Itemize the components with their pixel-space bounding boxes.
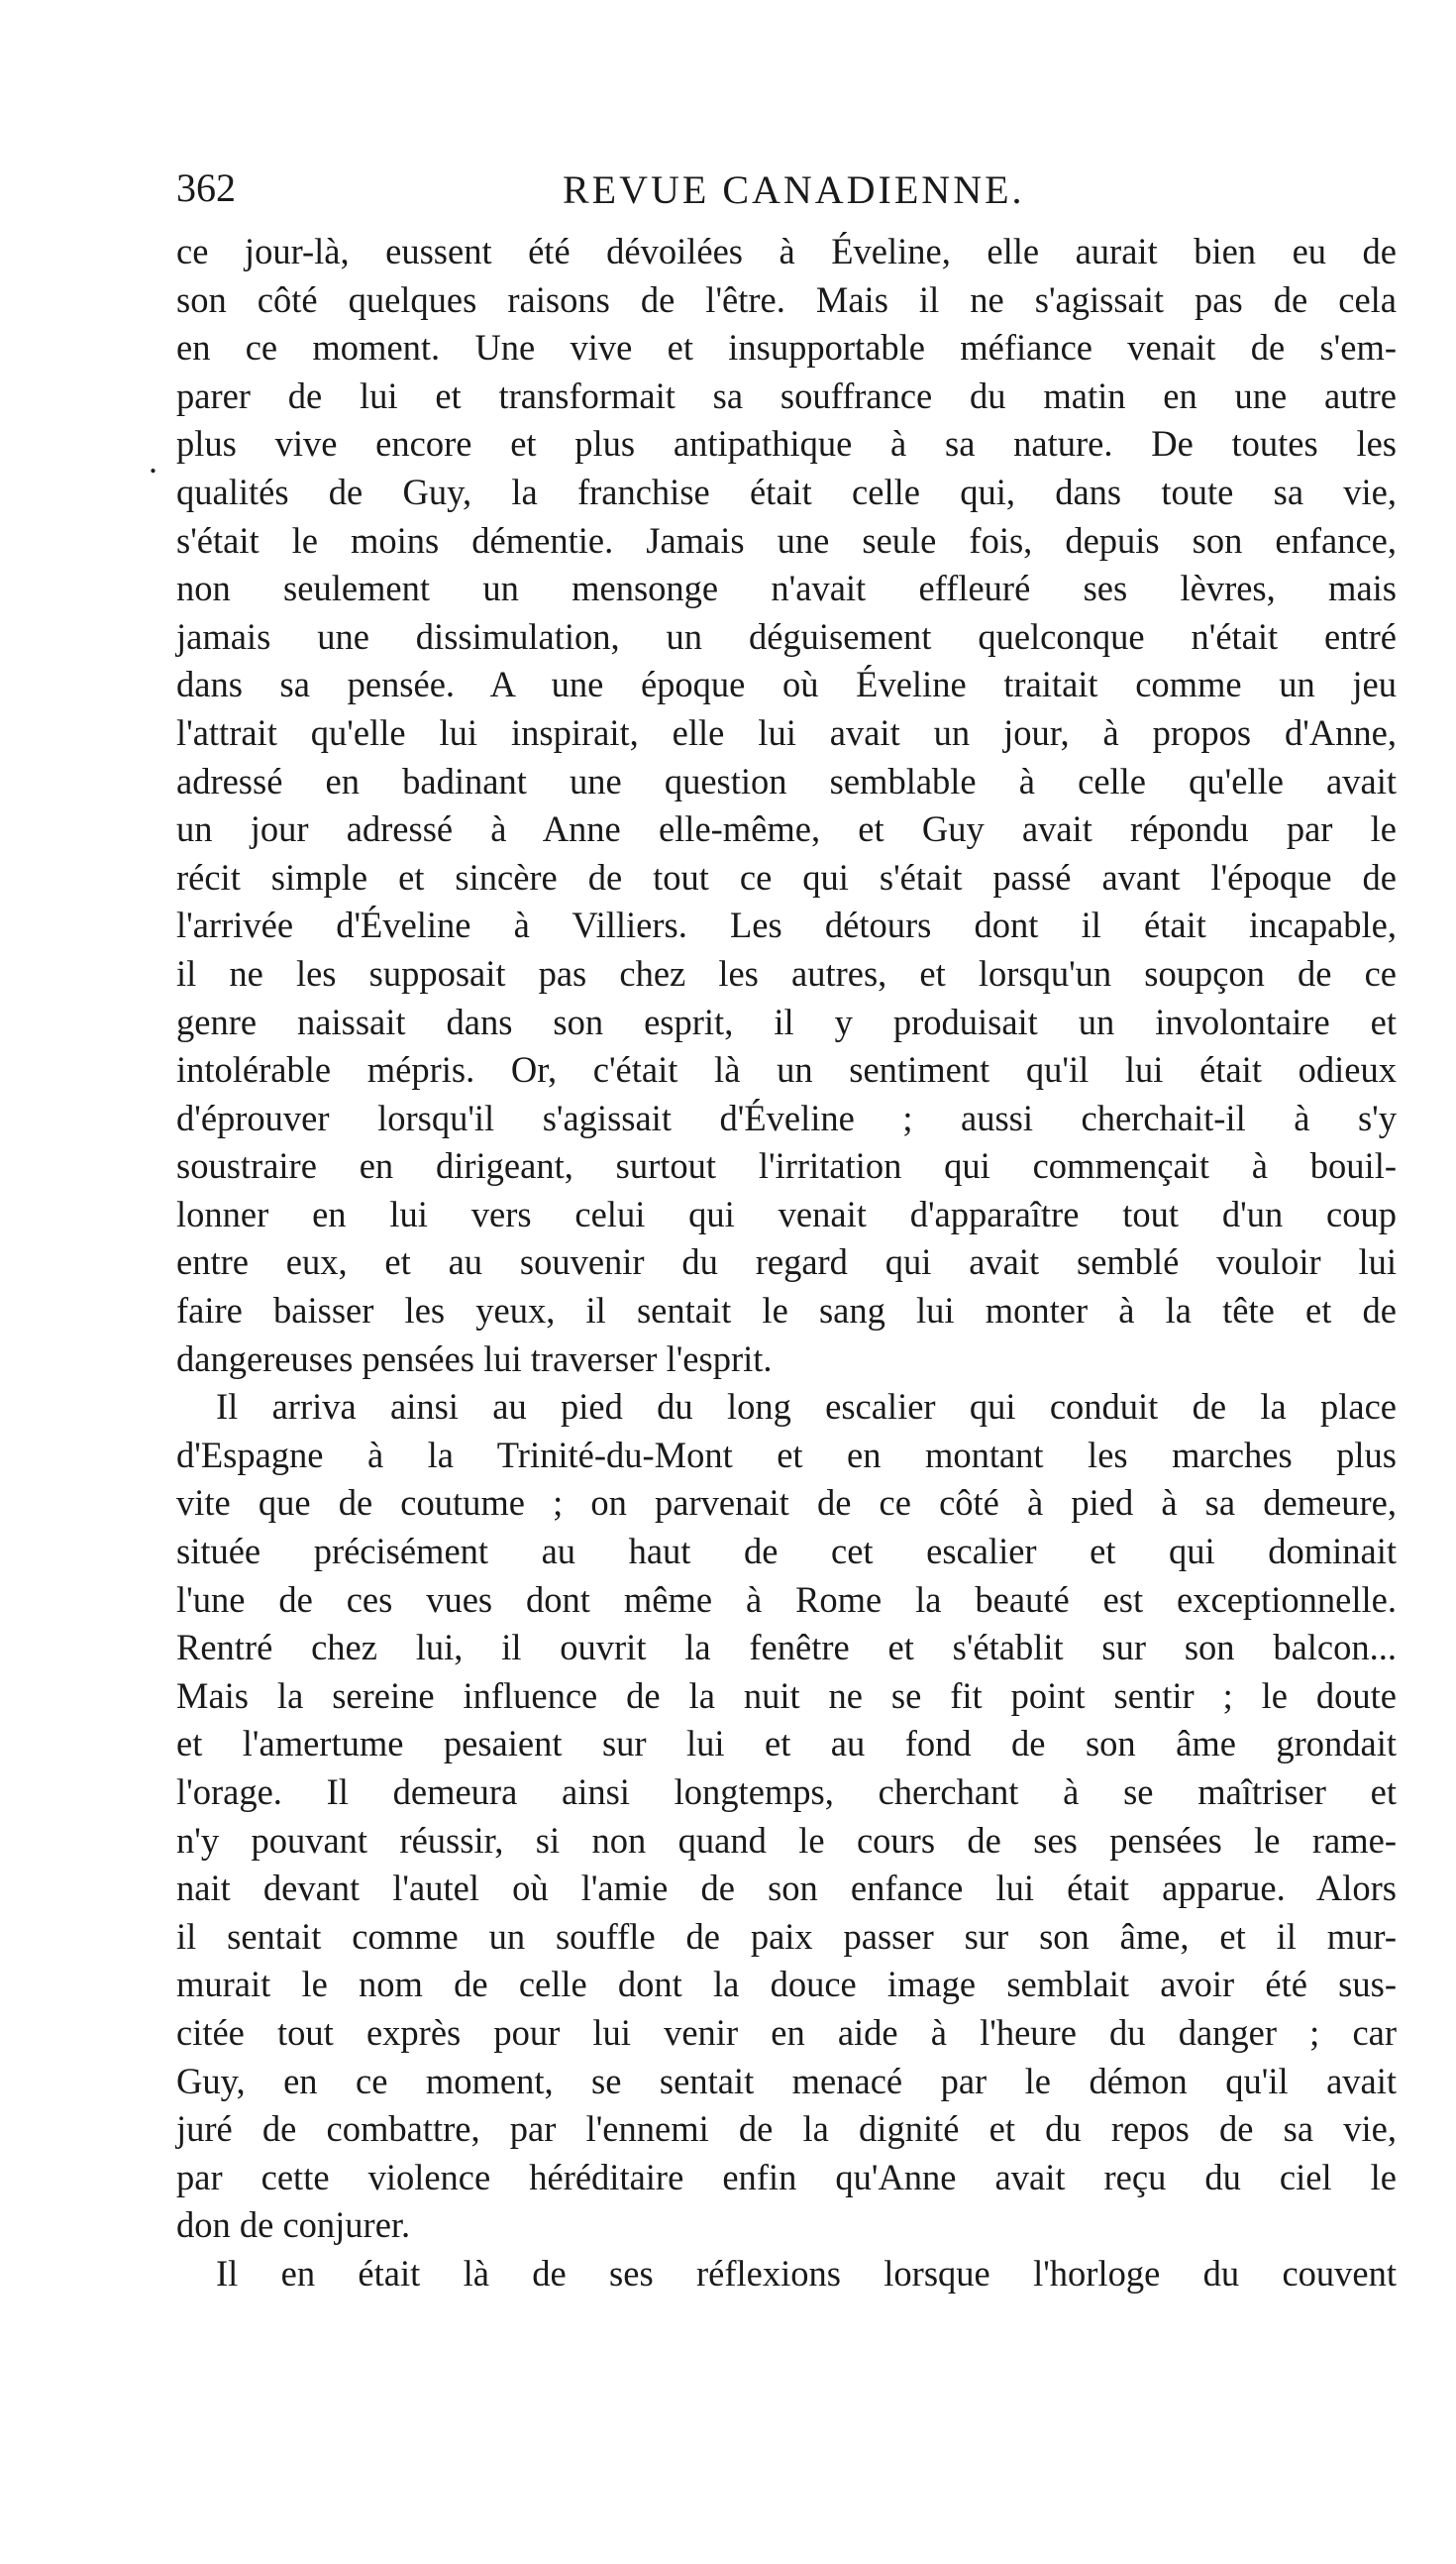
text-line: Il en était là de ses réflexions lorsque l'horloge du couvent bbox=[216, 2252, 1397, 2294]
journal-title: REVUE CANADIENNE. bbox=[563, 167, 1025, 212]
paragraph-2 bbox=[176, 1383, 1397, 2250]
text-line: et l'amertume pesaient sur lui et au fond de son âme grondait bbox=[176, 1723, 1397, 1764]
text-line: Rentré chez lui, il ouvrit la fenêtre et s'établit sur son balcon... bbox=[176, 1627, 1397, 1668]
body-text bbox=[176, 228, 1397, 2298]
text-line: située précisément au haut de cet escalier et qui dominait bbox=[176, 1531, 1397, 1572]
text-line: il sentait comme un souffle de paix passer sur son âme, et il mur- bbox=[176, 1915, 1397, 1957]
text-line: s'était le moins démentie. Jamais une seule fois, depuis son enfance, bbox=[176, 519, 1397, 561]
text-line: vite que de coutume ; on parvenait de ce côté à pied à sa demeure, bbox=[176, 1482, 1397, 1524]
text-line: lonner en lui vers celui qui venait d'apparaître tout d'un coup bbox=[176, 1193, 1397, 1234]
running-head bbox=[176, 159, 1397, 218]
text-line: adressé en badinant une question semblable à celle qu'elle avait bbox=[176, 760, 1397, 801]
margin-mark: . bbox=[149, 441, 157, 481]
text-line: l'arrivée d'Éveline à Villiers. Les détours dont il était incapable, bbox=[176, 905, 1397, 946]
text-line: non seulement un mensonge n'avait effleuré ses lèvres, mais bbox=[176, 568, 1397, 609]
text-line: plus vive encore et plus antipathique à sa nature. De toutes les bbox=[176, 423, 1397, 465]
text-line: son côté quelques raisons de l'être. Mais il ne s'agissait pas de cela bbox=[176, 278, 1397, 320]
text-line: récit simple et sincère de tout ce qui s'était passé avant l'époque de bbox=[176, 856, 1397, 898]
paragraph-1 bbox=[176, 228, 1397, 1383]
text-line: ce jour-là, eussent été dévoilées à Éveline, elle aurait bien eu de bbox=[176, 231, 1397, 271]
text-line: par cette violence héréditaire enfin qu'Anne avait reçu du ciel le bbox=[176, 2156, 1397, 2197]
text-line: Guy, en ce moment, se sentait menacé par le démon qu'il avait bbox=[176, 2060, 1397, 2101]
text-line: d'éprouver lorsqu'il s'agissait d'Éveline ; aussi cherchait-il à s'y bbox=[176, 1097, 1397, 1138]
text-line: en ce moment. Une vive et insupportable méfiance venait de s'em- bbox=[176, 327, 1397, 369]
text-line: parer de lui et transformait sa souffrance du matin en une autre bbox=[176, 374, 1397, 416]
text-line: soustraire en dirigeant, surtout l'irritation qui commençait à bouil- bbox=[176, 1145, 1397, 1187]
page-number: 362 bbox=[176, 165, 236, 210]
paragraph-3 bbox=[176, 2250, 1397, 2298]
text-line: jamais une dissimulation, un déguisement quelconque n'était entré bbox=[176, 615, 1397, 657]
text-line: il ne les supposait pas chez les autres, et lorsqu'un soupçon de ce bbox=[176, 952, 1397, 994]
text-line: dans sa pensée. A une époque où Éveline traitait comme un jeu bbox=[176, 664, 1397, 705]
text-line: intolérable mépris. Or, c'était là un sentiment qu'il lui était odieux bbox=[176, 1049, 1397, 1091]
text-line: juré de combattre, par l'ennemi de la dignité et du repos de sa vie, bbox=[176, 2108, 1397, 2150]
text-line: nait devant l'autel où l'amie de son enfance lui était apparue. Alors bbox=[176, 1868, 1397, 1909]
text-line: dangereuses pensées lui traverser l'esprit. bbox=[176, 1337, 773, 1379]
text-line: qualités de Guy, la franchise était celle qui, dans toute sa vie, bbox=[176, 471, 1397, 512]
text-line: d'Espagne à la Trinité-du-Mont et en montant les marches plus bbox=[176, 1434, 1397, 1475]
text-line: citée tout exprès pour lui venir en aide à l'heure du danger ; car bbox=[176, 2011, 1397, 2053]
text-line: l'une de ces vues dont même à Rome la beauté est exceptionnelle. bbox=[176, 1578, 1397, 1620]
text-line: genre naissait dans son esprit, il y produisait un involontaire et bbox=[176, 1001, 1397, 1042]
text-line: un jour adressé à Anne elle-même, et Guy avait répondu par le bbox=[176, 808, 1397, 850]
text-line: don de conjurer. bbox=[176, 2204, 411, 2246]
text-line: faire baisser les yeux, il sentait le sang lui monter à la tête et de bbox=[176, 1290, 1397, 1332]
text-line: l'attrait qu'elle lui inspirait, elle lui avait un jour, à propos d'Anne, bbox=[176, 711, 1397, 753]
text-line: murait le nom de celle dont la douce image semblait avoir été sus- bbox=[176, 1964, 1397, 2005]
text-line: n'y pouvant réussir, si non quand le cours de ses pensées le rame- bbox=[176, 1819, 1397, 1861]
text-line: Mais la sereine influence de la nuit ne se fit point sentir ; le doute bbox=[176, 1674, 1397, 1716]
text-line: l'orage. Il demeura ainsi longtemps, cherchant à se maîtriser et bbox=[176, 1771, 1397, 1812]
text-line: entre eux, et au souvenir du regard qui avait semblé vouloir lui bbox=[176, 1241, 1397, 1283]
text-line: Il arriva ainsi au pied du long escalier qui conduit de la place bbox=[216, 1386, 1397, 1428]
